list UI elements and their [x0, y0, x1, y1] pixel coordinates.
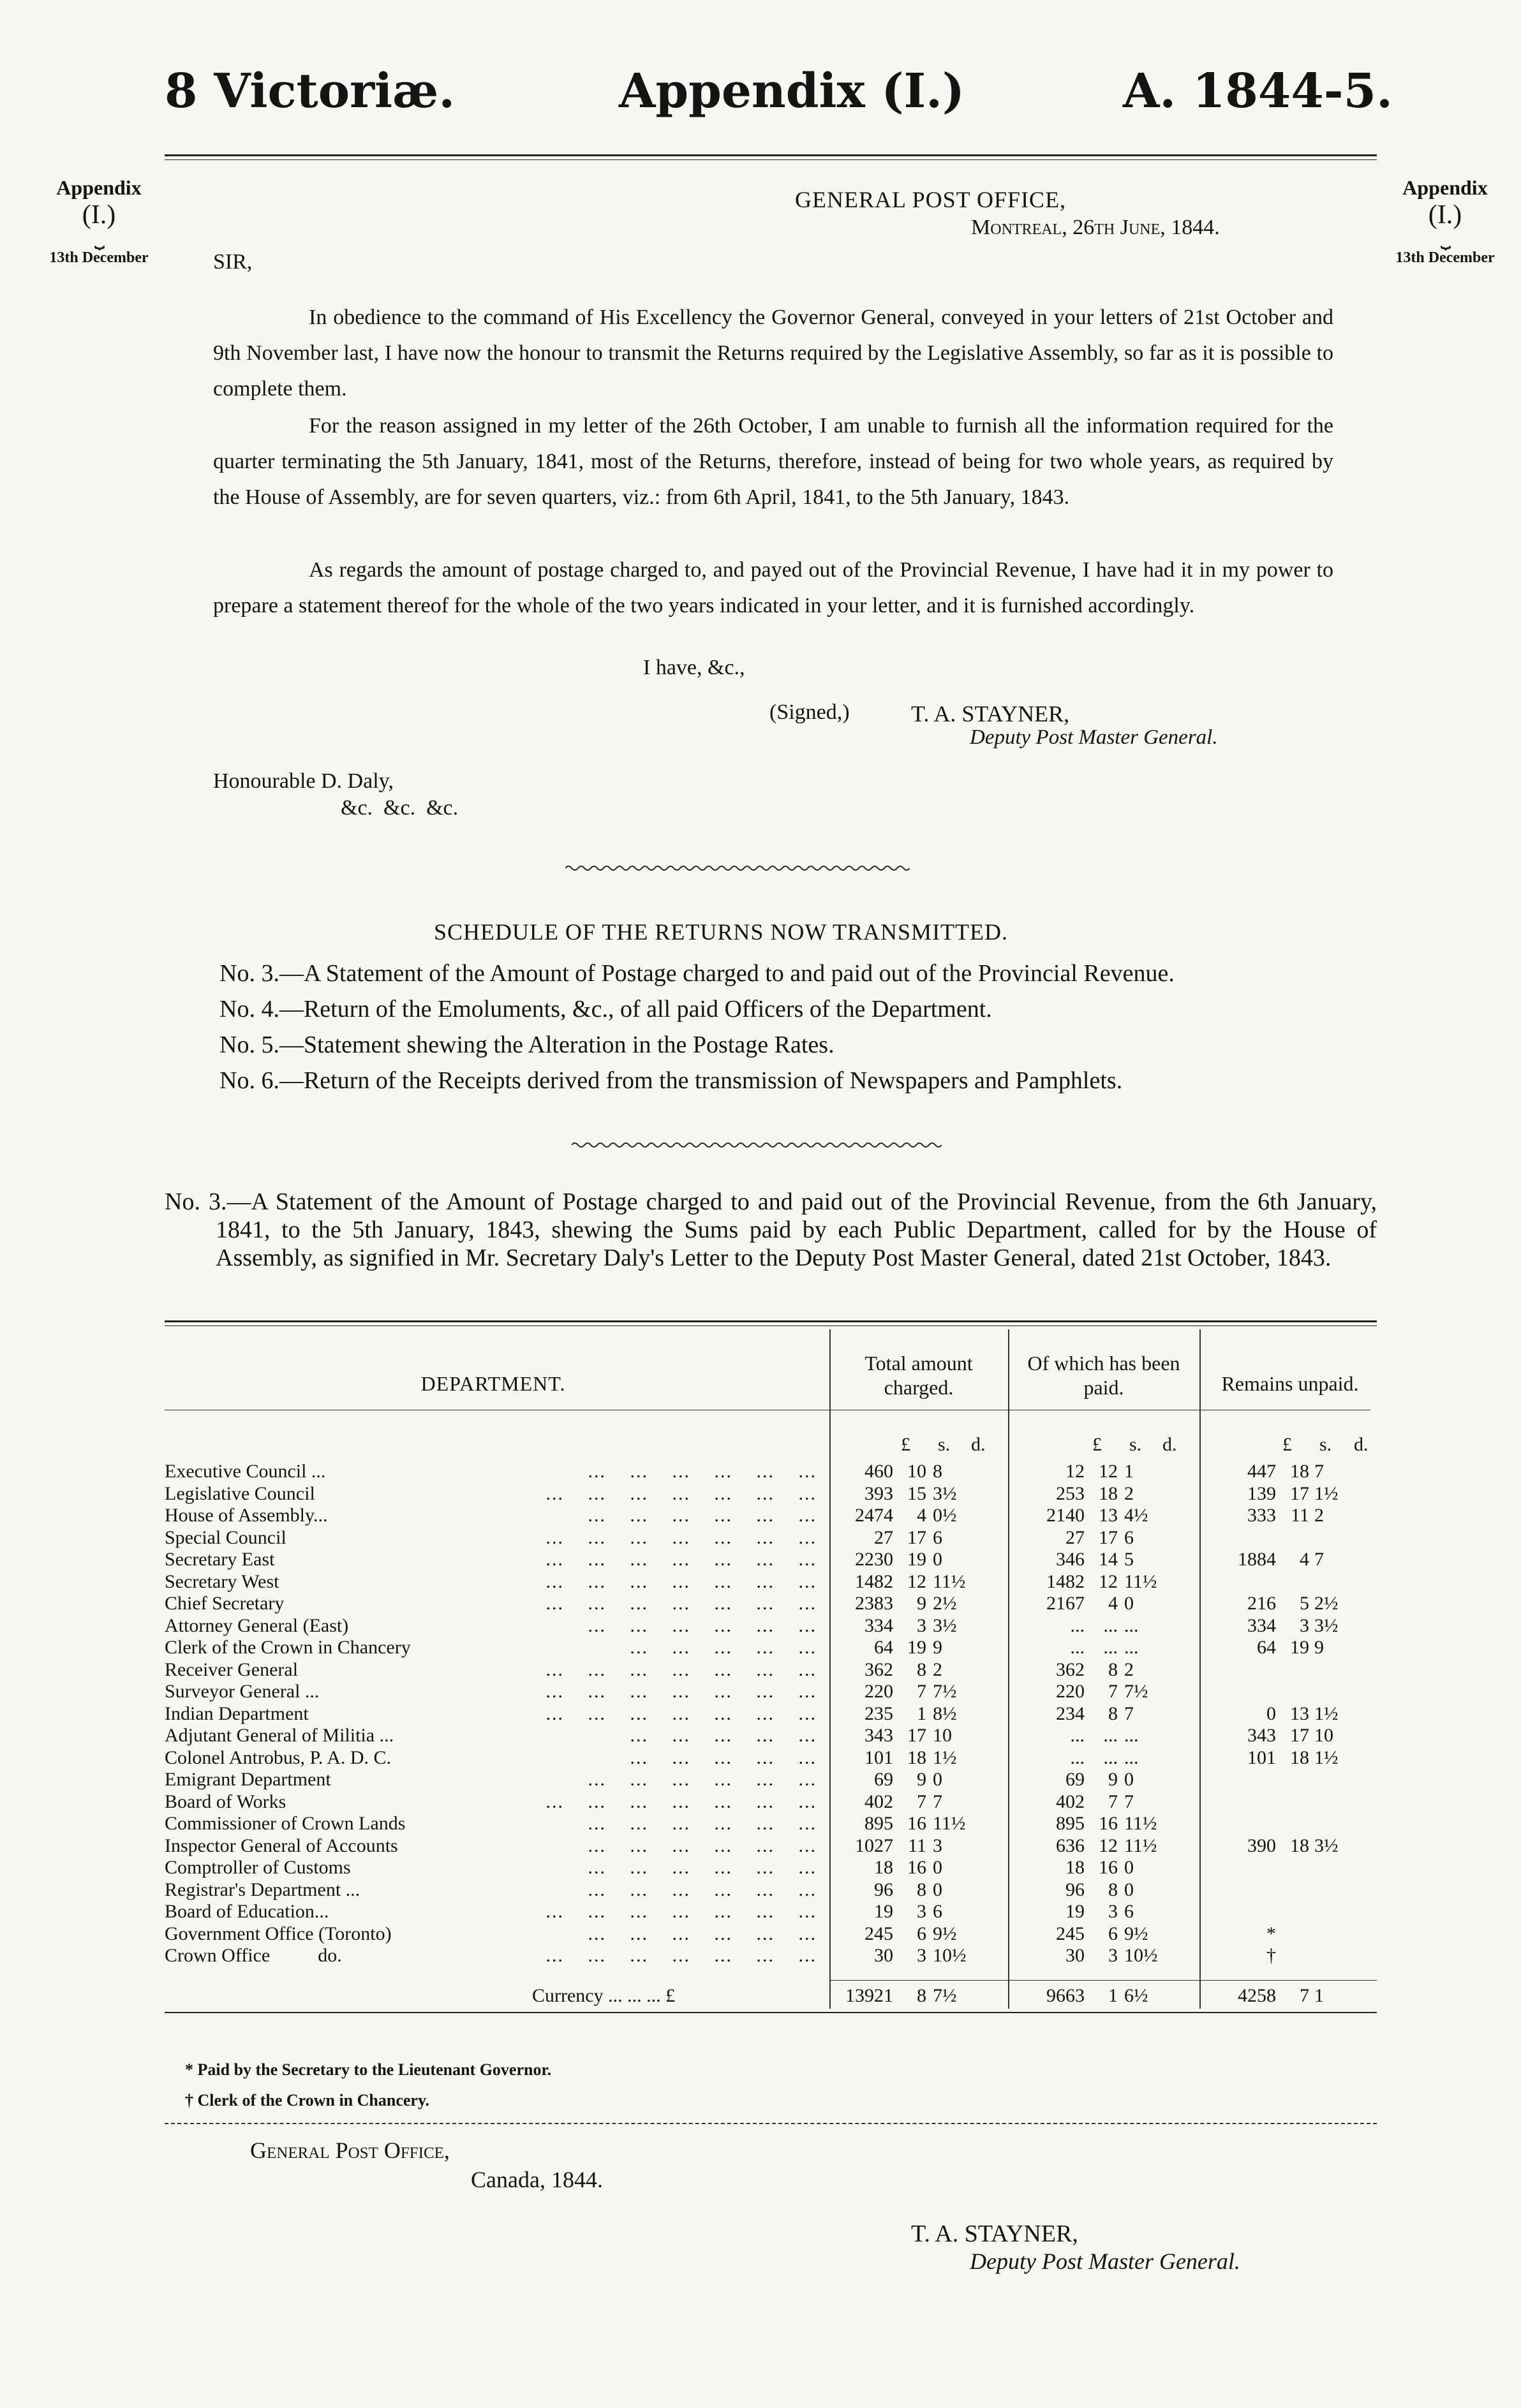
col-header-department: DEPARTMENT. — [420, 1372, 566, 1395]
row-department: Commissioner of Crown Lands — [165, 1813, 406, 1834]
table-row — [165, 1549, 1377, 1571]
row-department: Board of Education... — [165, 1901, 329, 1922]
row-leader-dots: ... ... ... ... ... — [630, 1637, 817, 1658]
cell-paid-pounds: 346 — [1056, 1549, 1085, 1570]
cell-charged-pence: 3½ — [933, 1614, 957, 1636]
table-row — [165, 1923, 1377, 1946]
cell-unpaid-shillings: 3 — [1300, 1614, 1309, 1636]
cell-paid-pounds: 18 — [1065, 1857, 1085, 1878]
cell-paid-shillings: 12 — [1099, 1570, 1118, 1592]
schedule-item: No. 5.—Statement shewing the Alteration in the Postage Rates. — [219, 1031, 835, 1058]
cell-paid-pence: 0 — [1124, 1857, 1134, 1878]
cell-paid-shillings: ... — [1103, 1747, 1118, 1768]
col-header-paid: Of which has been paid. — [1027, 1352, 1180, 1399]
cell-paid-pounds: ... — [1070, 1725, 1085, 1746]
row-department: Crown Office do. — [165, 1945, 342, 1966]
total-unpaid-pounds: 4258 — [1238, 1985, 1276, 2006]
cell-paid-pence: 0 — [1124, 1593, 1134, 1614]
cell-charged-shillings: 9 — [917, 1769, 926, 1790]
row-department: Secretary West — [165, 1570, 279, 1592]
cell-paid-pence: 7½ — [1124, 1681, 1148, 1702]
table-row — [165, 1813, 1377, 1835]
cell-charged-pounds: 402 — [864, 1791, 893, 1812]
row-department: Receiver General — [165, 1658, 299, 1680]
cell-paid-pounds: 27 — [1065, 1526, 1085, 1548]
letter-addressee: Honourable D. Daly, — [213, 769, 394, 793]
cell-paid-shillings: 6 — [1108, 1923, 1118, 1944]
cell-unpaid-pounds: 64 — [1257, 1637, 1276, 1658]
cell-charged-pounds: 101 — [864, 1747, 893, 1768]
cell-unpaid-shillings: 11 — [1291, 1505, 1309, 1526]
cell-paid-pence: 11½ — [1124, 1835, 1157, 1856]
cell-charged-pounds: 19 — [874, 1901, 893, 1922]
cell-paid-shillings: 12 — [1099, 1461, 1118, 1482]
header-right: A. 1844-5. — [1123, 64, 1393, 119]
cell-charged-pounds: 393 — [864, 1482, 893, 1504]
cell-paid-pence: ... — [1124, 1725, 1139, 1746]
row-leader-dots: ... ... ... ... ... ... ... — [545, 1703, 817, 1724]
cell-charged-pounds: 69 — [874, 1769, 893, 1790]
letter-signed: (Signed,) — [769, 700, 850, 724]
cell-charged-pence: 1½ — [933, 1747, 957, 1768]
cell-paid-pounds: 69 — [1065, 1769, 1085, 1790]
row-department: Inspector General of Accounts — [165, 1835, 398, 1856]
row-department: Registrar's Department ... — [165, 1879, 360, 1900]
cell-paid-shillings: 16 — [1099, 1857, 1118, 1878]
table-row — [165, 1835, 1377, 1858]
cell-charged-pounds: 1027 — [855, 1835, 893, 1856]
cell-unpaid-shillings: 18 — [1290, 1461, 1309, 1482]
cell-paid-pence: 11½ — [1124, 1570, 1157, 1592]
cell-paid-pounds: 2140 — [1046, 1505, 1085, 1526]
cell-paid-pounds: 402 — [1056, 1791, 1085, 1812]
cell-charged-shillings: 16 — [907, 1813, 926, 1834]
cell-charged-pence: 7 — [933, 1791, 942, 1812]
letter-closing: I have, &c., — [643, 656, 745, 679]
cell-charged-pounds: 2230 — [855, 1549, 893, 1570]
table-row — [165, 1505, 1377, 1527]
row-department: Comptroller of Customs — [165, 1857, 351, 1878]
row-department: Chief Secretary — [165, 1593, 285, 1614]
cell-unpaid-shillings: 13 — [1290, 1703, 1309, 1724]
cell-paid-shillings: 12 — [1099, 1835, 1118, 1856]
cell-unpaid-pounds: 334 — [1247, 1614, 1276, 1636]
cell-paid-pence: 0 — [1124, 1769, 1134, 1790]
cell-charged-shillings: 6 — [917, 1923, 926, 1944]
cell-paid-pence: 5 — [1124, 1549, 1134, 1570]
footnote-rule — [165, 2123, 1377, 2124]
cell-unpaid-pounds: 139 — [1247, 1482, 1276, 1504]
row-department: Clerk of the Crown in Chancery — [165, 1637, 411, 1658]
cell-paid-shillings: 9 — [1108, 1769, 1118, 1790]
cell-paid-pounds: 362 — [1056, 1658, 1085, 1680]
cell-paid-pounds: 96 — [1065, 1879, 1085, 1900]
row-department: Colonel Antrobus, P. A. D. C. — [165, 1747, 392, 1768]
row-leader-dots: ... ... ... ... ... ... — [588, 1614, 817, 1636]
cell-charged-shillings: 12 — [907, 1570, 926, 1592]
cell-paid-pence: ... — [1124, 1614, 1139, 1636]
table-row — [165, 1791, 1377, 1813]
cell-charged-shillings: 7 — [917, 1791, 926, 1812]
cell-charged-pounds: 1482 — [855, 1570, 893, 1592]
row-leader-dots: ... ... ... ... ... ... ... — [545, 1526, 817, 1548]
cell-unpaid-pence: 1½ — [1314, 1482, 1339, 1504]
row-leader-dots: ... ... ... ... ... ... ... — [545, 1901, 817, 1922]
cell-unpaid-pounds: 101 — [1247, 1747, 1276, 1768]
row-leader-dots: ... ... ... ... ... ... — [588, 1857, 817, 1878]
schedule-item: No. 4.—Return of the Emoluments, &c., of all paid Officers of the Department. — [219, 996, 992, 1023]
cell-charged-pounds: 220 — [864, 1681, 893, 1702]
cell-paid-pence: 10½ — [1124, 1945, 1158, 1966]
cell-charged-pence: 10½ — [933, 1945, 967, 1966]
header-rule — [165, 154, 1377, 156]
cell-paid-shillings: ... — [1103, 1725, 1118, 1746]
cell-charged-pence: 0 — [933, 1857, 942, 1878]
footnote-1: * Paid by the Secretary to the Lieutenant Governor. — [185, 2060, 552, 2079]
cell-paid-pence: 7 — [1124, 1703, 1134, 1724]
wavy-divider — [572, 1141, 942, 1149]
cell-paid-shillings: 14 — [1099, 1549, 1118, 1570]
cell-charged-pounds: 2474 — [855, 1505, 893, 1526]
row-leader-dots: ... ... ... ... ... ... — [588, 1813, 817, 1834]
table-row — [165, 1725, 1377, 1747]
header-rule-thin — [165, 159, 1377, 160]
cell-paid-shillings: 7 — [1108, 1791, 1118, 1812]
table-row — [165, 1703, 1377, 1725]
cell-charged-pence: 0 — [933, 1879, 942, 1900]
letter-salutation: SIR, — [213, 250, 253, 274]
wavy-divider — [565, 864, 910, 873]
cell-charged-pence: 6 — [933, 1901, 942, 1922]
total-paid-shillings: 1 — [1108, 1985, 1118, 2006]
cell-charged-pence: 3½ — [933, 1482, 957, 1504]
cell-paid-shillings: 16 — [1099, 1813, 1118, 1834]
cell-unpaid-pence: 10 — [1314, 1725, 1333, 1746]
cell-unpaid-pence: 3½ — [1314, 1614, 1339, 1636]
total-charged-shillings: 8 — [917, 1985, 926, 2006]
cell-charged-pence: 11½ — [933, 1813, 966, 1834]
row-department: Special Council — [165, 1526, 286, 1548]
cell-unpaid-pence: 1½ — [1314, 1747, 1339, 1768]
cell-paid-pence: 2 — [1124, 1658, 1134, 1680]
cell-charged-pence: 0 — [933, 1549, 942, 1570]
cell-unpaid-pounds: 343 — [1247, 1725, 1276, 1746]
cell-charged-shillings: 3 — [917, 1945, 926, 1966]
cell-charged-shillings: 7 — [917, 1681, 926, 1702]
cell-unpaid-pounds: 333 — [1247, 1505, 1276, 1526]
cell-charged-shillings: 3 — [917, 1901, 926, 1922]
table-row — [165, 1461, 1377, 1483]
row-leader-dots: ... ... ... ... ... — [630, 1747, 817, 1768]
cell-charged-pence: 2 — [933, 1658, 942, 1680]
cell-unpaid-shillings: 17 — [1290, 1482, 1309, 1504]
cell-charged-pence: 10 — [933, 1725, 952, 1746]
cell-charged-pounds: 64 — [874, 1637, 893, 1658]
cell-paid-pounds: 2167 — [1046, 1593, 1085, 1614]
total-charged-pounds: 13921 — [845, 1985, 893, 2006]
row-leader-dots: ... ... ... ... ... ... — [588, 1505, 817, 1526]
schedule-list — [219, 956, 1381, 1098]
table-row — [165, 1681, 1377, 1703]
table-row — [165, 1901, 1377, 1923]
table-row — [165, 1483, 1377, 1505]
row-leader-dots: ... ... ... ... ... ... ... — [545, 1549, 817, 1570]
closing-signatory: T. A. STAYNER, — [911, 2220, 1078, 2247]
row-leader-dots: ... ... ... ... ... ... — [588, 1461, 817, 1482]
total-rule — [829, 1980, 1377, 1981]
cell-charged-shillings: 11 — [908, 1835, 926, 1856]
table-row — [165, 1857, 1377, 1879]
cell-charged-pounds: 27 — [874, 1526, 893, 1548]
cell-paid-pounds: 220 — [1056, 1681, 1085, 1702]
cell-unpaid-shillings: 17 — [1290, 1725, 1309, 1746]
row-leader-dots: ... ... ... ... ... ... ... — [545, 1570, 817, 1592]
total-unpaid-shillings: 7 — [1300, 1985, 1309, 2006]
cell-paid-pounds: 245 — [1056, 1923, 1085, 1944]
cell-unpaid-pence: 9 — [1314, 1637, 1324, 1658]
cell-paid-shillings: 13 — [1099, 1505, 1118, 1526]
cell-charged-shillings: 17 — [907, 1526, 926, 1548]
margin-note-right: Appendix (I.) ⏟ 13th December — [1395, 176, 1495, 266]
cell-charged-pence: 0 — [933, 1769, 942, 1790]
cell-charged-pounds: 2383 — [855, 1593, 893, 1614]
cell-charged-shillings: 16 — [907, 1857, 926, 1878]
cell-paid-pence: 1 — [1124, 1461, 1134, 1482]
cell-charged-shillings: 8 — [917, 1658, 926, 1680]
margin-note-left: Appendix (I.) ⏟ 13th December — [49, 176, 149, 266]
cell-paid-pounds: 1482 — [1046, 1570, 1085, 1592]
cell-paid-pounds: 30 — [1065, 1945, 1085, 1966]
cell-charged-pounds: 30 — [874, 1945, 893, 1966]
cell-paid-shillings: 8 — [1108, 1879, 1118, 1900]
cell-paid-shillings: 7 — [1108, 1681, 1118, 1702]
cell-charged-pence: 3 — [933, 1835, 942, 1856]
cell-unpaid-pounds: 0 — [1266, 1703, 1276, 1724]
cell-paid-pence: 0 — [1124, 1879, 1134, 1900]
cell-unpaid-pence: 7 — [1314, 1549, 1324, 1570]
cell-charged-shillings: 4 — [917, 1505, 926, 1526]
letter-paragraph-2: For the reason assigned in my letter of the 26th October, I am unable to furnish all the information required for the quarter terminating the 5th January, 1841, most of the Returns, therefore, instead of being for two whole years, as required by the House of Assembly, are for seven quarters, viz.: from 6th April, 1841, to the 5th January, 1843. — [213, 414, 1333, 509]
cell-charged-shillings: 8 — [917, 1879, 926, 1900]
cell-paid-shillings: 3 — [1108, 1945, 1118, 1966]
cell-paid-pence: ... — [1124, 1637, 1139, 1658]
cell-paid-shillings: ... — [1103, 1614, 1118, 1636]
cell-unpaid-pounds: 1884 — [1238, 1549, 1276, 1570]
letter-paragraph-1: In obedience to the command of His Excellency the Governor General, conveyed in your letters of 21st October and 9th November last, I have now the honour to transmit the Returns required by the Legislative Assembly, so far as it is possible to complete them. — [213, 306, 1333, 401]
cell-paid-pence: 6 — [1124, 1526, 1134, 1548]
cell-unpaid-pence: 1½ — [1314, 1703, 1339, 1724]
cell-paid-pence: 11½ — [1124, 1813, 1157, 1834]
cell-charged-shillings: 18 — [907, 1747, 926, 1768]
cell-charged-shillings: 19 — [907, 1637, 926, 1658]
table-top-rule — [165, 1320, 1377, 1322]
cell-charged-shillings: 9 — [917, 1593, 926, 1614]
row-leader-dots: ... ... ... ... ... ... ... — [545, 1945, 817, 1966]
cell-charged-pence: 9½ — [933, 1923, 957, 1944]
row-leader-dots: ... ... ... ... ... ... — [588, 1923, 817, 1944]
cell-unpaid-pence: 7 — [1314, 1461, 1324, 1482]
row-leader-dots: ... ... ... ... ... ... — [588, 1879, 817, 1900]
letter-paragraph-3: As regards the amount of postage charged to, and payed out of the Provincial Revenue, I have had it in my power to prepare a statement thereof for the whole of the two years indicated in your letter, and it is furnished accordingly. — [213, 558, 1333, 617]
cell-paid-pence: 6 — [1124, 1901, 1134, 1922]
row-department: Executive Council ... — [165, 1461, 326, 1482]
cell-charged-pounds: 334 — [864, 1614, 893, 1636]
cell-charged-pounds: 96 — [874, 1879, 893, 1900]
cell-paid-pounds: ... — [1070, 1747, 1085, 1768]
cell-charged-pence: 9 — [933, 1637, 942, 1658]
cell-paid-pounds: ... — [1070, 1614, 1085, 1636]
cell-charged-shillings: 3 — [917, 1614, 926, 1636]
total-paid-pounds: 9663 — [1046, 1985, 1085, 2006]
table-bottom-rule — [165, 2012, 1377, 2013]
cell-unpaid-shillings: 19 — [1290, 1637, 1309, 1658]
total-paid-pence: 6½ — [1124, 1985, 1148, 2006]
row-department: Government Office (Toronto) — [165, 1923, 392, 1944]
table-row — [165, 1769, 1377, 1791]
cell-paid-pounds: 19 — [1065, 1901, 1085, 1922]
row-leader-dots: ... ... ... ... ... ... ... — [545, 1791, 817, 1812]
cell-charged-shillings: 17 — [907, 1725, 926, 1746]
cell-charged-pounds: 18 — [874, 1857, 893, 1878]
cell-charged-pence: 8 — [933, 1461, 942, 1482]
cell-charged-pence: 11½ — [933, 1570, 966, 1592]
col-header-unpaid: Remains unpaid. — [1221, 1372, 1359, 1395]
col-header-charged: Total amount charged. — [864, 1352, 973, 1399]
row-department: Secretary East — [165, 1549, 275, 1570]
footnote-2: † Clerk of the Crown in Chancery. — [185, 2091, 430, 2109]
cell-charged-pounds: 362 — [864, 1658, 893, 1680]
row-department: Surveyor General ... — [165, 1681, 320, 1702]
schedule-item: No. 3.—A Statement of the Amount of Postage charged to and paid out of the Provincial Revenue. — [219, 960, 1175, 987]
table-row — [165, 1945, 1377, 1967]
table-row — [165, 1527, 1377, 1549]
table-row — [165, 1747, 1377, 1769]
cell-charged-shillings: 19 — [907, 1549, 926, 1570]
cell-charged-pounds: 235 — [864, 1703, 893, 1724]
letter-office: GENERAL POST OFFICE, — [795, 187, 1067, 212]
letter-addressee-etc: &c. &c. &c. — [341, 796, 459, 820]
total-charged-pence: 7½ — [933, 1985, 957, 2006]
cell-unpaid-pounds: † — [1266, 1945, 1276, 1966]
cell-paid-pounds: ... — [1070, 1637, 1085, 1658]
cell-unpaid-shillings: 18 — [1290, 1835, 1309, 1856]
row-department: Emigrant Department — [165, 1769, 331, 1790]
row-leader-dots: ... ... ... ... ... ... ... — [545, 1482, 817, 1504]
cell-paid-pounds: 234 — [1056, 1703, 1085, 1724]
header-center: Appendix (I.) — [619, 64, 965, 119]
cell-unpaid-shillings: 4 — [1300, 1549, 1309, 1570]
table-row — [165, 1879, 1377, 1902]
row-department: Board of Works — [165, 1791, 286, 1812]
table-row — [165, 1659, 1377, 1681]
cell-paid-pounds: 253 — [1056, 1482, 1085, 1504]
cell-charged-shillings: 1 — [917, 1703, 926, 1724]
cell-charged-shillings: 15 — [907, 1482, 926, 1504]
cell-paid-pence: 9½ — [1124, 1923, 1148, 1944]
cell-charged-pounds: 245 — [864, 1923, 893, 1944]
cell-charged-pounds: 460 — [864, 1461, 893, 1482]
table-row — [165, 1615, 1377, 1637]
closing-title: Deputy Post Master General. — [970, 2249, 1240, 2274]
cell-charged-pence: 7½ — [933, 1681, 957, 1702]
row-leader-dots: ... ... ... ... ... ... ... — [545, 1593, 817, 1614]
cell-charged-pence: 2½ — [933, 1593, 957, 1614]
table-row — [165, 1637, 1377, 1659]
cell-paid-pence: ... — [1124, 1747, 1139, 1768]
closing-office: General Post Office, — [250, 2138, 450, 2163]
cell-paid-shillings: ... — [1103, 1637, 1118, 1658]
cell-charged-pence: 6 — [933, 1526, 942, 1548]
row-department: Attorney General (East) — [165, 1614, 349, 1636]
cell-unpaid-pence: 3½ — [1314, 1835, 1339, 1856]
cell-unpaid-pence: 2½ — [1314, 1593, 1339, 1614]
cell-unpaid-pounds: 447 — [1247, 1461, 1276, 1482]
schedule-item: No. 6.—Return of the Receipts derived from the transmission of Newspapers and Pamphlets. — [219, 1067, 1123, 1094]
cell-paid-shillings: 4 — [1108, 1593, 1118, 1614]
cell-paid-pounds: 895 — [1056, 1813, 1085, 1834]
cell-unpaid-pounds: 216 — [1247, 1593, 1276, 1614]
row-leader-dots: ... ... ... ... ... ... — [588, 1835, 817, 1856]
table-row — [165, 1571, 1377, 1593]
cell-paid-shillings: 8 — [1108, 1703, 1118, 1724]
cell-charged-pence: 8½ — [933, 1703, 957, 1724]
cell-paid-pounds: 636 — [1056, 1835, 1085, 1856]
letter-signatory: T. A. STAYNER, — [911, 701, 1070, 727]
total-unpaid-pence: 1 — [1314, 1985, 1324, 2006]
cell-paid-pounds: 12 — [1065, 1461, 1085, 1482]
letter-place-date: Montreal, 26th June, 1844. — [971, 216, 1220, 239]
header-left: 8 Victoriæ. — [165, 64, 456, 119]
table-row — [165, 1593, 1377, 1615]
cell-paid-shillings: 8 — [1108, 1658, 1118, 1680]
cell-paid-shillings: 17 — [1099, 1526, 1118, 1548]
cell-charged-pounds: 895 — [864, 1813, 893, 1834]
schedule-title: SCHEDULE OF THE RETURNS NOW TRANSMITTED. — [434, 919, 1009, 945]
cell-unpaid-pounds: 390 — [1247, 1835, 1276, 1856]
cell-paid-pence: 4½ — [1124, 1505, 1148, 1526]
row-leader-dots: ... ... ... ... ... — [630, 1725, 817, 1746]
cell-paid-pence: 7 — [1124, 1791, 1134, 1812]
cell-unpaid-shillings: 18 — [1290, 1747, 1309, 1768]
cell-paid-shillings: 3 — [1108, 1901, 1118, 1922]
row-department: House of Assembly... — [165, 1505, 328, 1526]
row-department: Adjutant General of Militia ... — [165, 1725, 394, 1746]
cell-charged-pence: 0½ — [933, 1505, 957, 1526]
cell-charged-shillings: 10 — [907, 1461, 926, 1482]
cell-charged-pounds: 343 — [864, 1725, 893, 1746]
row-department: Indian Department — [165, 1703, 309, 1724]
closing-place: Canada, 1844. — [471, 2167, 603, 2192]
cell-unpaid-pence: 2 — [1314, 1505, 1324, 1526]
row-department: Legislative Council — [165, 1482, 315, 1504]
cell-paid-shillings: 18 — [1099, 1482, 1118, 1504]
statement-intro: No. 3.—A Statement of the Amount of Postage charged to and paid out of the Provincial Revenue, from the 6th January, 1841, to the 5th January, 1843, shewing the Sums paid by each Public Department, called for by the House of Assembly, as signified in Mr. Secretary Daly's Letter to the Deputy Post Master General, dated 21st October, 1843. — [165, 1188, 1377, 1271]
cell-paid-pence: 2 — [1124, 1482, 1134, 1504]
row-leader-dots: ... ... ... ... ... ... — [588, 1769, 817, 1790]
row-leader-dots: ... ... ... ... ... ... ... — [545, 1681, 817, 1702]
total-row: Currency ... ... ... £ 13921 8 7½ 9663 1 6½ 4258 7 1 — [165, 1985, 1377, 2011]
cell-unpaid-pounds: * — [1266, 1923, 1276, 1944]
letter-signatory-title: Deputy Post Master General. — [970, 726, 1218, 749]
row-leader-dots: ... ... ... ... ... ... ... — [545, 1658, 817, 1680]
cell-unpaid-shillings: 5 — [1300, 1593, 1309, 1614]
